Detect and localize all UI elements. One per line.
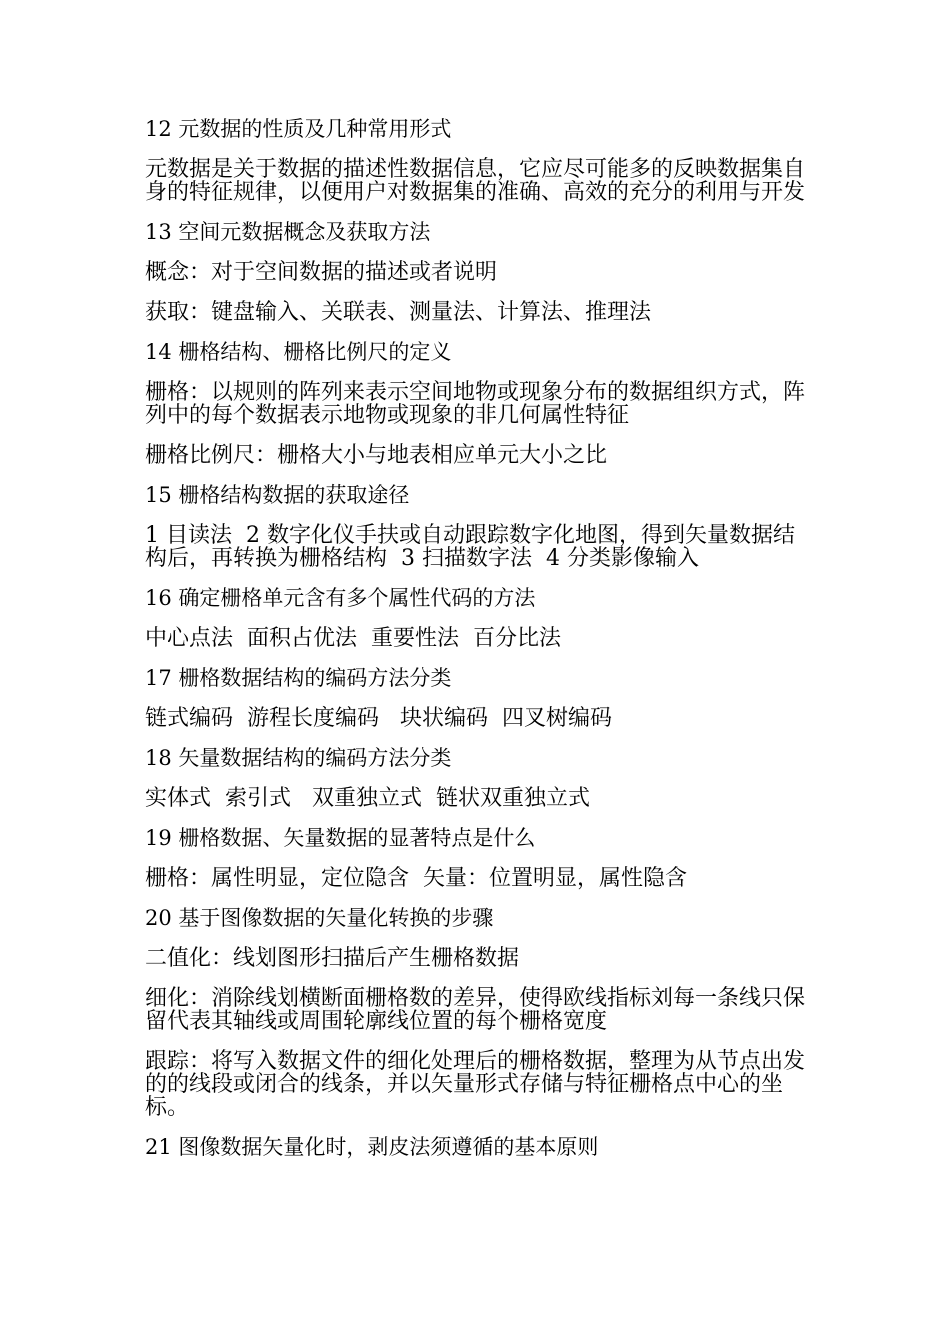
document-page (145, 118, 815, 1176)
section-heading: 20 基于图像数据的矢量化转换的步骤 (145, 906, 494, 930)
section-heading: 18 矢量数据结构的编码方法分类 (145, 746, 452, 770)
paragraph: 链式编码 游程长度编码 块状编码 四叉树编码 (145, 706, 612, 731)
paragraph: 1 目读法 2 数字化仪手扶或自动跟踪数字化地图，得到矢量数据结构后，再转换为栅格结构 3 扫描数字法 4 分类影像输入 (145, 523, 795, 571)
section-heading: 21 图像数据矢量化时，剥皮法须遵循的基本原则 (145, 1135, 599, 1159)
section-heading: 15 栅格结构数据的获取途径 (145, 483, 410, 507)
paragraph: 中心点法 面积占优法 重要性法 百分比法 (145, 626, 561, 651)
paragraph: 栅格比例尺：栅格大小与地表相应单元大小之比 (145, 443, 608, 468)
section-heading: 13 空间元数据概念及获取方法 (145, 220, 431, 244)
section-heading: 17 栅格数据结构的编码方法分类 (145, 666, 452, 690)
paragraph: 元数据是关于数据的描述性数据信息，它应尽可能多的反映数据集自身的特征规律，以便用户对数据集的准确、高效的充分的利用与开发 (145, 157, 806, 205)
section-heading: 14 栅格结构、栅格比例尺的定义 (145, 340, 452, 364)
section-heading: 16 确定栅格单元含有多个属性代码的方法 (145, 586, 536, 610)
section-heading: 19 栅格数据、矢量数据的显著特点是什么 (145, 826, 536, 850)
paragraph: 栅格：以规则的阵列来表示空间地物或现象分布的数据组织方式，阵列中的每个数据表示地物或现象的非几何属性特征 (145, 380, 806, 428)
paragraph: 跟踪：将写入数据文件的细化处理后的栅格数据，整理为从节点出发的的线段或闭合的线条，并以矢量形式存储与特征栅格点中心的坐标。 (145, 1049, 806, 1120)
paragraph: 实体式 索引式 双重独立式 链状双重独立式 (145, 786, 590, 811)
paragraph: 获取：键盘输入、关联表、测量法、计算法、推理法 (145, 300, 652, 325)
paragraph: 细化：消除线划横断面栅格数的差异，使得欧线指标刘每一条线只保留代表其轴线或周围轮廓线位置的每个栅格宽度 (145, 986, 806, 1034)
paragraph: 二值化：线划图形扫描后产生栅格数据 (145, 946, 520, 971)
section-heading: 12 元数据的性质及几种常用形式 (145, 117, 452, 141)
paragraph: 栅格：属性明显，定位隐含 矢量：位置明显，属性隐含 (145, 866, 687, 891)
paragraph: 概念：对于空间数据的描述或者说明 (145, 260, 498, 285)
